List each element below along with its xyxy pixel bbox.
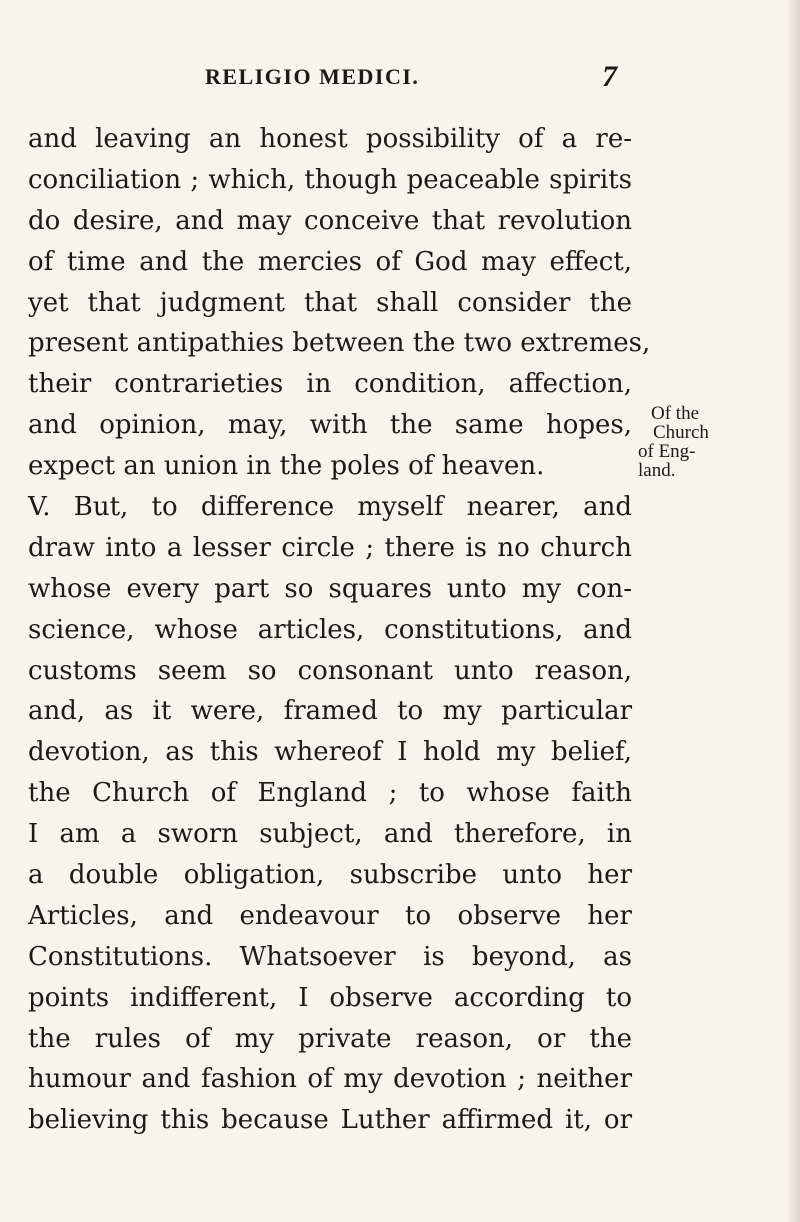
text-line: draw into a lesser circle ; there is no church xyxy=(28,532,632,563)
text-line: and, as it were, framed to my particular xyxy=(28,696,632,727)
running-title: RELIGIO MEDICI. xyxy=(205,64,420,89)
margin-note xyxy=(638,404,718,480)
text-line: present antipathies between the two extremes, xyxy=(28,328,651,359)
text-line: the Church of England ; to whose faith xyxy=(28,778,632,809)
body-text xyxy=(28,119,651,1141)
text-line: and leaving an honest possibility of a re- xyxy=(28,124,632,154)
text-line: points indifferent, I observe according to xyxy=(28,982,632,1013)
text-line: science, whose articles, constitutions, and xyxy=(28,614,632,645)
text-line: of time and the mercies of God may effect, xyxy=(28,246,632,277)
page-edge-shadow xyxy=(786,0,800,1222)
text-line: expect an union in the poles of heaven. xyxy=(28,451,545,482)
text-line: their contrarieties in condition, affection, xyxy=(28,369,632,400)
text-line: whose every part so squares unto my con- xyxy=(28,573,632,604)
text-line: I am a sworn subject, and therefore, in xyxy=(28,819,632,850)
page-number: 7 xyxy=(602,60,617,93)
text-line: and opinion, may, with the same hopes, xyxy=(28,410,632,441)
text-line: believing this because Luther affirmed it, or xyxy=(28,1105,632,1136)
text-line: do desire, and may conceive that revolution xyxy=(28,205,632,236)
text-line: humour and fashion of my devotion ; neither xyxy=(28,1064,632,1095)
margin-note-line: Of the xyxy=(651,403,700,424)
margin-note-line: land. xyxy=(638,460,676,481)
text-line: devotion, as this whereof I hold my belief, xyxy=(28,737,632,768)
running-head xyxy=(205,60,625,100)
text-line: Constitutions. Whatsoever is beyond, as xyxy=(28,941,632,972)
text-line: conciliation ; which, though peaceable spirits xyxy=(28,164,632,195)
text-line: customs seem so consonant unto reason, xyxy=(28,655,632,686)
text-line: the rules of my private reason, or the xyxy=(28,1023,632,1054)
text-line: V. But, to difference myself nearer, and xyxy=(28,492,632,523)
text-line: Articles, and endeavour to observe her xyxy=(28,900,632,931)
margin-note-line: Church xyxy=(653,422,709,443)
text-line: a double obligation, subscribe unto her xyxy=(28,860,632,891)
text-line: yet that judgment that shall consider the xyxy=(28,287,632,318)
margin-note-line: of Eng- xyxy=(638,441,696,462)
